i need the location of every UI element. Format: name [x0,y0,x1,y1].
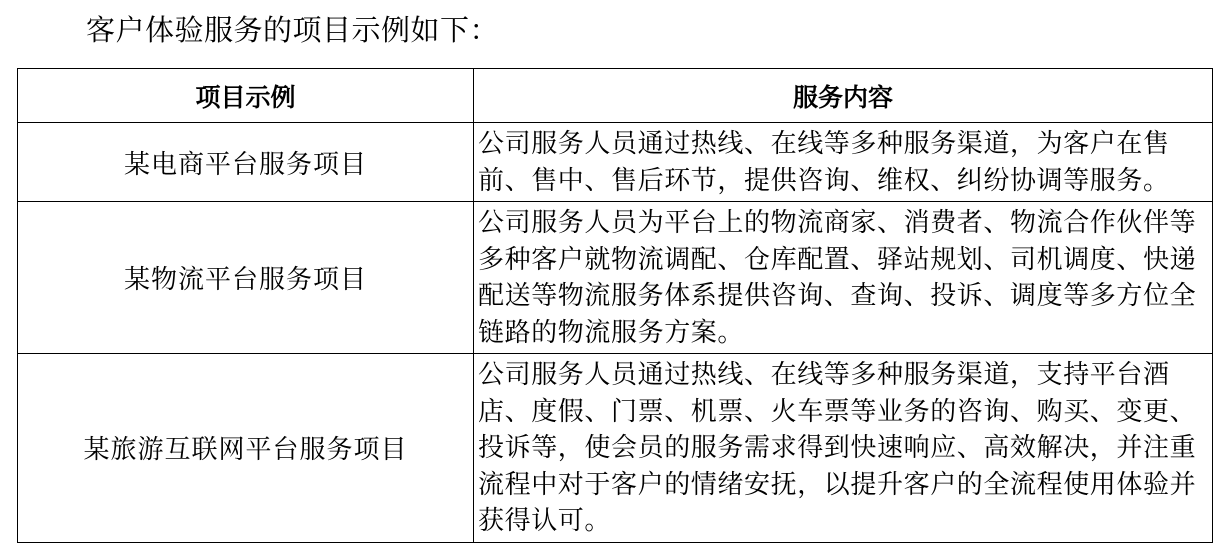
table-row [18,354,1213,543]
service-content-cell: 公司服务人员为平台上的物流商家、消费者、物流合作伙伴等多种客户就物流调配、仓库配置、驿站规划、司机调度、快递配送等物流服务体系提供咨询、查询、投诉、调度等多方位全链路的物流服务方案。 [474,202,1213,354]
table-row [18,123,1213,202]
header-service-content: 服务内容 [474,69,1213,123]
service-content-cell: 公司服务人员通过热线、在线等多种服务渠道，为客户在售前、售中、售后环节，提供咨询、维权、纠纷协调等服务。 [474,123,1213,202]
header-project-example: 项目示例 [18,69,474,123]
table-row [18,202,1213,354]
table-header-row [18,69,1213,123]
project-name-cell: 某旅游互联网平台服务项目 [18,354,474,543]
service-examples-table [17,68,1213,543]
service-content-cell: 公司服务人员通过热线、在线等多种服务渠道，支持平台酒店、度假、门票、机票、火车票等业务的咨询、购买、变更、投诉等，使会员的服务需求得到快速响应、高效解决，并注重流程中对于客户的情绪安抚，以提升客户的全流程使用体验并获得认可。 [474,354,1213,543]
project-name-cell: 某物流平台服务项目 [18,202,474,354]
project-name-cell: 某电商平台服务项目 [18,123,474,202]
intro-text: 客户体验服务的项目示例如下： [86,13,500,47]
